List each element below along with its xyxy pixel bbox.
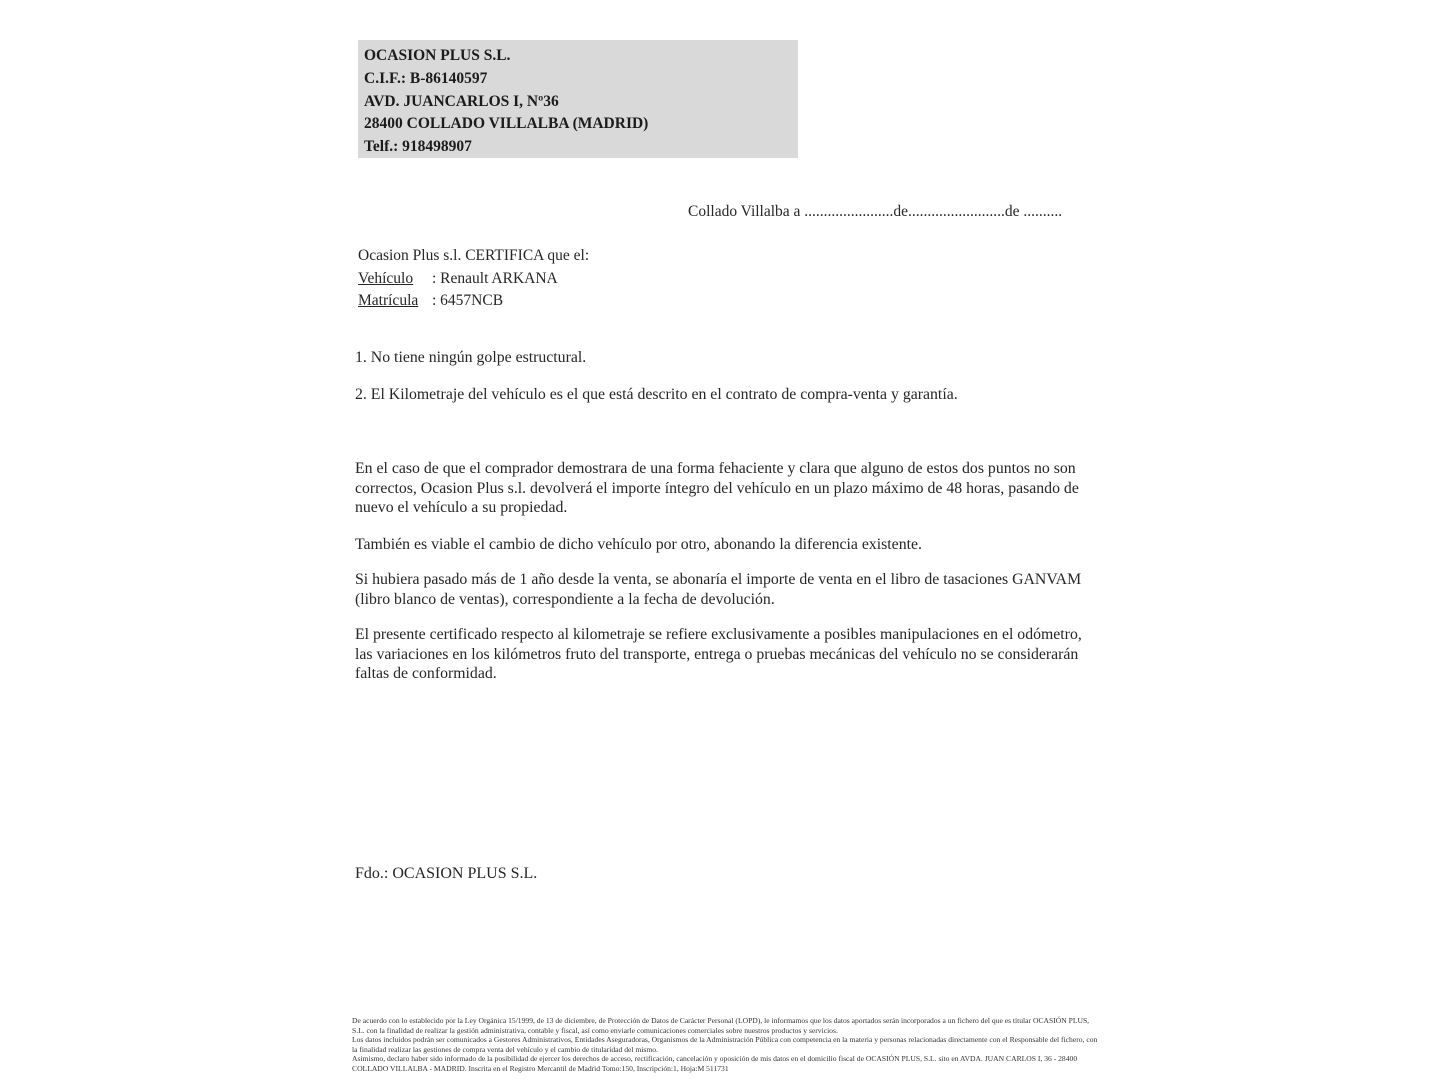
paragraph-exchange: También es viable el cambio de dicho vehículo por otro, abonando la diferencia existente. [355,536,922,553]
company-name: OCASION PLUS S.L. [364,47,511,64]
numbered-item-2: 2. El Kilometraje del vehículo es el que está descrito en el contrato de compra-venta y garantía. [355,386,958,403]
plate-value: : 6457NCB [432,292,504,309]
numbered-item-1: 1. No tiene ningún golpe estructural. [355,349,587,366]
paragraph-refund: En el caso de que el comprador demostrara de una forma fehaciente y clara que alguno de estos dos puntos no son correctos, Ocasion Plus s.l. devolverá el importe íntegro del vehículo en un plazo máximo de 48 horas, pasando de nuevo el vehículo a su propiedad. [355,460,1079,517]
vehicle-value: : Renault ARKANA [432,269,558,287]
company-address: AVD. JUANCARLOS I, Nº36 [364,92,559,110]
signature-line: Fdo.: OCASION PLUS S.L. [355,865,538,882]
plate-row [358,290,589,313]
certification-block [358,245,589,313]
vehicle-label: Vehículo [358,269,414,287]
company-cif: C.I.F.: B-86140597 [364,69,488,87]
company-city: 28400 COLLADO VILLALBA (MADRID) [364,115,649,133]
date-line: Collado Villalba a .......................de.........................de .......... [688,203,1063,220]
vehicle-row [358,268,589,291]
legal-footer [352,1016,1100,1073]
legal-paragraph-data-sharing: Los datos incluidos podrán ser comunicados a Gestores Administrativos, Entidades Aseguradoras, Organismos de la Administración Pública con competencia en la materia y personas relacionadas directamente con el Responsable del fichero, con la finalidad realizar las gestiones de compra venta del vehículo y el cambio de titularidad del mismo. [352,1035,1098,1054]
company-header-box [358,40,798,158]
certification-intro: Ocasion Plus s.l. CERTIFICA que el: [358,247,590,264]
legal-paragraph-rights: Asimismo, declaro haber sido informado de la posibilidad de ejercer los derechos de acceso, rectificación, cancelación y oposición de mis datos en el domicilio fiscal de OCASIÓN PLUS, S.L. sito en AVDA. JUAN CARLOS I, 36 - 28400 COLLADO VILLALBA - MADRID. Inscrita en el Registro Mercantil de Madrid Tomo:150, Inscripción:1, Hoja:M 511731 [352,1054,1078,1073]
legal-paragraph-lopd: De acuerdo con lo establecido por la Ley Orgánica 15/1999, de 13 de diciembre, de Protección de Datos de Carácter Personal (LOPD), le informamos que los datos aportados serán incorporados a un fichero del que es titular OCASIÓN PLUS, S.L. con la finalidad de realizar la gestión administrativa, contable y fiscal, así como enviarle comunicaciones comerciales sobre nuestros productos y servicios. [352,1016,1090,1035]
paragraph-ganvam: Si hubiera pasado más de 1 año desde la venta, se abonaría el importe de venta en el libro de tasaciones GANVAM (libro blanco de ventas), correspondiente a la fecha de devolución. [355,571,1082,608]
paragraph-odometer: El presente certificado respecto al kilometraje se refiere exclusivamente a posibles manipulaciones en el odómetro, las variaciones en los kilómetros fruto del transporte, entrega o pruebas mecánicas del vehículo no se considerarán faltas de conformidad. [355,626,1082,683]
company-phone: Telf.: 918498907 [364,138,472,156]
plate-label: Matrícula [358,292,419,309]
